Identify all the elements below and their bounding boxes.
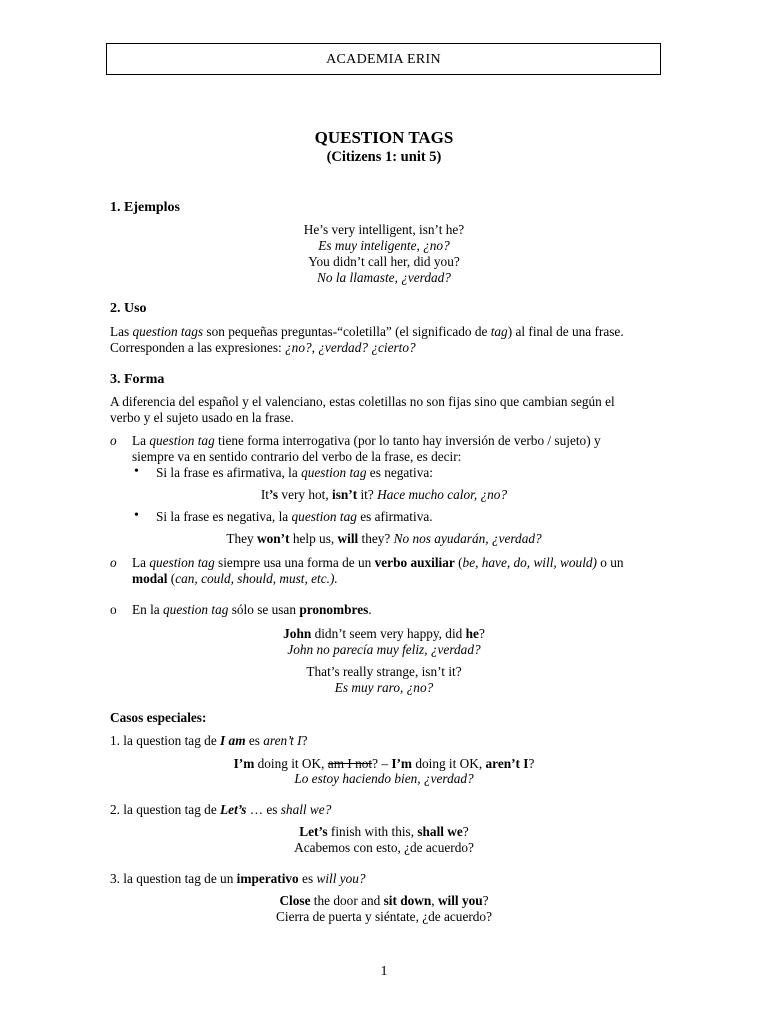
uso-paragraph-line1: Las question tags son pequeñas preguntas-“coletilla” (el significado de tag) al final de una frase. (110, 324, 624, 339)
header-school-name: ACADEMIA ERIN (326, 52, 441, 67)
special-cases-heading: Casos especiales: (110, 710, 207, 725)
bullet-dot-icon: • (134, 508, 139, 523)
page-subtitle: (Citizens 1: unit 5) (326, 149, 442, 165)
bullet-marker: o (110, 555, 117, 570)
forma-bullet2-line1: La question tag siempre usa una forma de un verbo auxiliar (be, have, do, will, would) o un (132, 555, 624, 570)
special-case-2-translation: Acabemos con esto, ¿de acuerdo? (294, 840, 474, 855)
example-affirmative: It’s very hot, isn’t it? Hace mucho calor, ¿no? (260, 487, 508, 502)
example-strange: That’s really strange, isn’t it? (306, 664, 462, 679)
special-case-1-example: I’m doing it OK, am I not? – I’m doing it OK, aren’t I? (233, 756, 535, 771)
example-translation: Es muy inteligente, ¿no? (318, 238, 450, 253)
special-case-3: 3. la question tag de un imperativo es will you? (110, 871, 366, 886)
example-negative: They won’t help us, will they? No nos ayudarán, ¿verdad? (226, 531, 542, 546)
special-case-2: 2. la question tag de Let’s … es shall we? (110, 802, 332, 817)
special-case-3-translation: Cierra de puerta y siéntate, ¿de acuerdo? (276, 909, 492, 924)
forma-intro-line2: verbo y el sujeto usado en la frase. (110, 410, 294, 425)
example-line: You didn’t call her, did you? (308, 254, 460, 269)
bullet-marker: o (110, 433, 117, 448)
bullet-dot-icon: • (134, 464, 139, 479)
uso-paragraph-line2: Corresponden a las expresiones: ¿no?, ¿verdad? ¿cierto? (110, 340, 416, 355)
forma-bullet1-line2: siempre va en sentido contrario del verbo de la frase, es decir: (132, 449, 462, 464)
forma-bullet2-line2: modal (can, could, should, must, etc.). (132, 571, 338, 586)
special-case-1-translation: Lo estoy haciendo bien, ¿verdad? (294, 771, 474, 786)
forma-bullet1-line1: La question tag tiene forma interrogativa (por lo tanto hay inversión de verbo / sujeto) y (132, 433, 601, 448)
bullet-marker: o (110, 602, 117, 617)
sub-bullet-affirmative: Si la frase es afirmativa, la question tag es negativa: (156, 465, 433, 480)
example-john-translation: John no parecía muy feliz, ¿verdad? (287, 642, 481, 657)
example-john: John didn’t seem very happy, did he? (283, 626, 485, 641)
special-case-1: 1. la question tag de I am es aren’t I? (110, 733, 308, 748)
section-heading-uso: 2. Uso (110, 301, 147, 316)
special-case-2-example: Let’s finish with this, shall we? (299, 824, 469, 839)
forma-intro-line1: A diferencia del español y el valenciano, estas coletillas no son fijas sino que cambian según el (110, 394, 615, 409)
example-strange-translation: Es muy raro, ¿no? (334, 680, 434, 695)
section-heading-forma: 3. Forma (110, 372, 165, 387)
page-title: QUESTION TAGS (314, 128, 454, 147)
header-box (106, 43, 661, 75)
example-line: He’s very intelligent, isn’t he? (303, 222, 465, 237)
page-number: 1 (380, 964, 388, 979)
special-case-3-example: Close the door and sit down, will you? (279, 893, 489, 908)
section-heading-ejemplos: 1. Ejemplos (110, 200, 180, 215)
forma-bullet3: En la question tag sólo se usan pronombres. (132, 602, 372, 617)
sub-bullet-negative: Si la frase es negativa, la question tag es afirmativa. (156, 509, 433, 524)
example-translation: No la llamaste, ¿verdad? (317, 270, 451, 285)
